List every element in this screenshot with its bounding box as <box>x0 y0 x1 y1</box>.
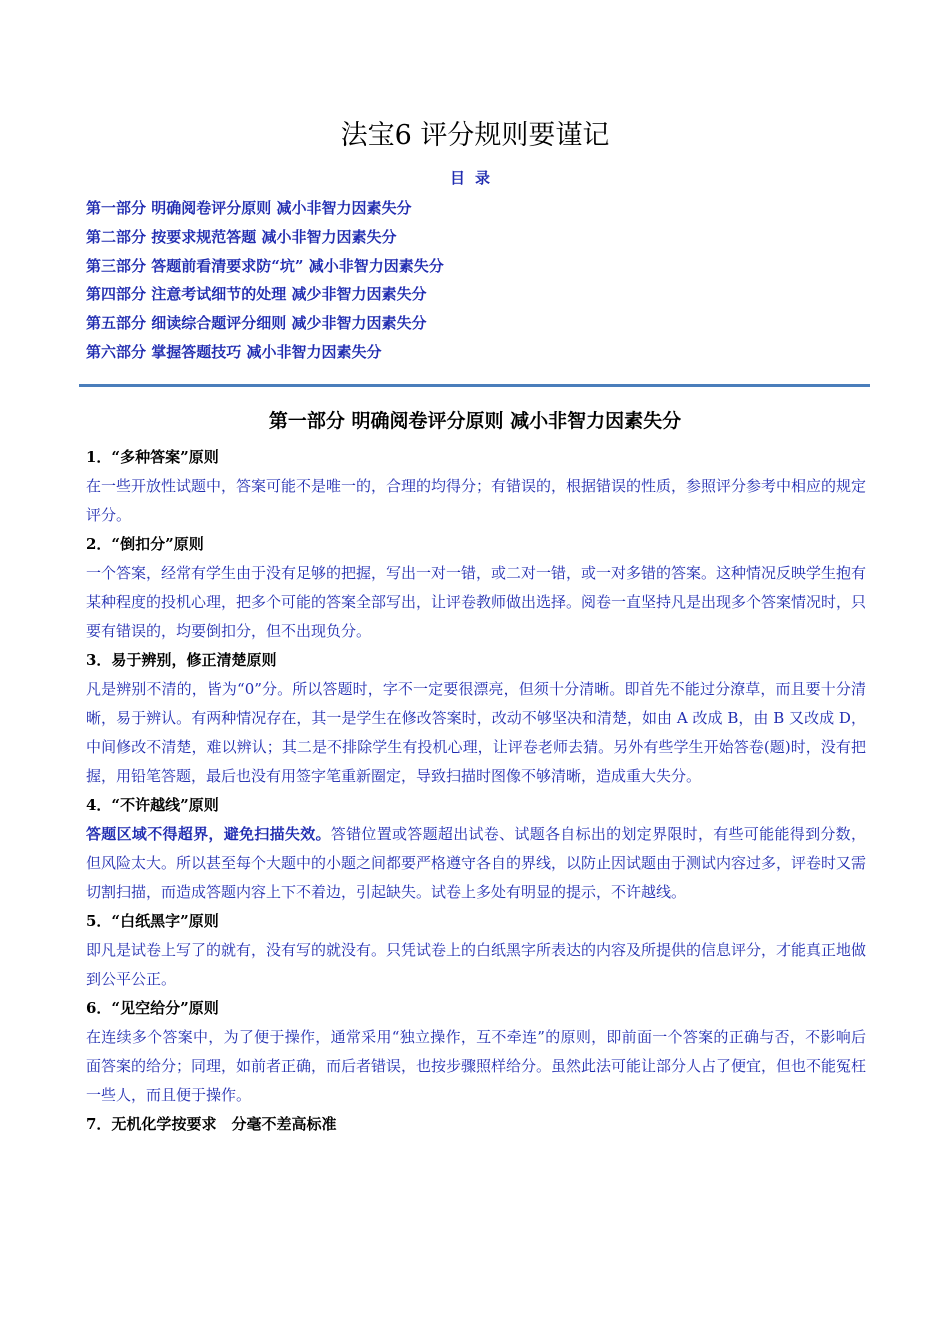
rule-heading-4: 4．“不许越线”原则 <box>86 796 219 814</box>
section-divider <box>79 384 870 387</box>
rule-lead-4: 答题区域不得超界，避免扫描失效。 <box>86 825 331 843</box>
rule-text-3: 凡是辨别不清的，皆为“0”分。所以答题时，字不一定要很漂亮，但须十分清晰。即首先不能过分潦草，而且要十分清晰，易于辨认。有两种情况存在，其一是学生在修改答案时，改动不够坚决和清楚，如由 A 改成 B，由 B 又改成 D，中间修改不清楚，难以辨认；其二是不排除学生有投机心理，让评卷老师去猜。另外有些学生开始答卷(题)时，没有把握，用铅笔答题，最后也没有用签字笔重新圈定，导致扫描时图像不够清晰，造成重大失分。 <box>86 680 866 785</box>
rule-body-4: 答错位置或答题超出试卷、试题各自标出的划定界限时，有些可能能得到分数，但风险太大。所以甚至每个大题中的小题之间都要严格遵守各自的界线，以防止因试题由于测试内容过多，评卷时又需切割扫描，而造成答题内容上下不着边，引起缺失。试卷上多处有明显的提示，不许越线。 <box>86 825 867 901</box>
toc-item-3[interactable]: 第三部分 答题前看清要求防“坑” 减小非智力因素失分 <box>86 256 444 275</box>
rule-text-5: 即凡是试卷上写了的就有，没有写的就没有。只凭试卷上的白纸黑字所表达的内容及所提供的信息评分，才能真正地做到公平公正。 <box>86 941 867 988</box>
rule-text-4 <box>86 820 866 907</box>
document-title: 法宝6 评分规则要谨记 <box>340 120 610 151</box>
rule-text-1: 在一些开放性试题中，答案可能不是唯一的，合理的均得分；有错误的，根据错误的性质，参照评分参考中相应的规定评分。 <box>86 477 867 524</box>
rule-heading-6: 6．“见空给分”原则 <box>86 999 219 1017</box>
toc-item-5[interactable]: 第五部分 细读综合题评分细则 减少非智力因素失分 <box>86 314 427 333</box>
rule-heading-2: 2．“倒扣分”原则 <box>86 535 204 553</box>
toc-item-4[interactable]: 第四部分 注意考试细节的处理 减少非智力因素失分 <box>86 285 427 304</box>
rule-text-6: 在连续多个答案中，为了便于操作，通常采用“独立操作，互不牵连”的原则，即前面一个答案的正确与否，不影响后面答案的给分；同理，如前者正确，而后者错误，也按步骤照样给分。虽然此法可能让部分人占了便宜，但也不能冤枉一些人，而且便于操作。 <box>86 1028 867 1104</box>
toc-item-1[interactable]: 第一部分 明确阅卷评分原则 减小非智力因素失分 <box>86 199 412 217</box>
table-of-contents <box>86 194 866 367</box>
rule-text-2: 一个答案，经常有学生由于没有足够的把握，写出一对一错，或二对一错，或一对多错的答案。这种情况反映学生抱有某种程度的投机心理，把多个可能的答案全部写出，让评卷教师做出选择。阅卷一直坚持凡是出现多个答案情况时，只要有错误的，均要倒扣分，但不出现负分。 <box>86 564 867 640</box>
section-title: 第一部分 明确阅卷评分原则 减小非智力因素失分 <box>268 410 682 432</box>
rule-heading-3: 3．易于辨别，修正清楚原则 <box>86 651 277 669</box>
toc-heading: 目录 <box>449 169 500 187</box>
toc-item-2[interactable]: 第二部分 按要求规范答题 减小非智力因素失分 <box>86 227 397 246</box>
section-content <box>86 443 866 1139</box>
rule-heading-1: 1．“多种答案”原则 <box>86 448 219 466</box>
rule-heading-7: 7．无机化学按要求 分毫不差高标准 <box>86 1115 337 1133</box>
rule-heading-5: 5．“白纸黑字”原则 <box>86 912 219 930</box>
toc-item-6[interactable]: 第六部分 掌握答题技巧 减小非智力因素失分 <box>86 342 382 361</box>
